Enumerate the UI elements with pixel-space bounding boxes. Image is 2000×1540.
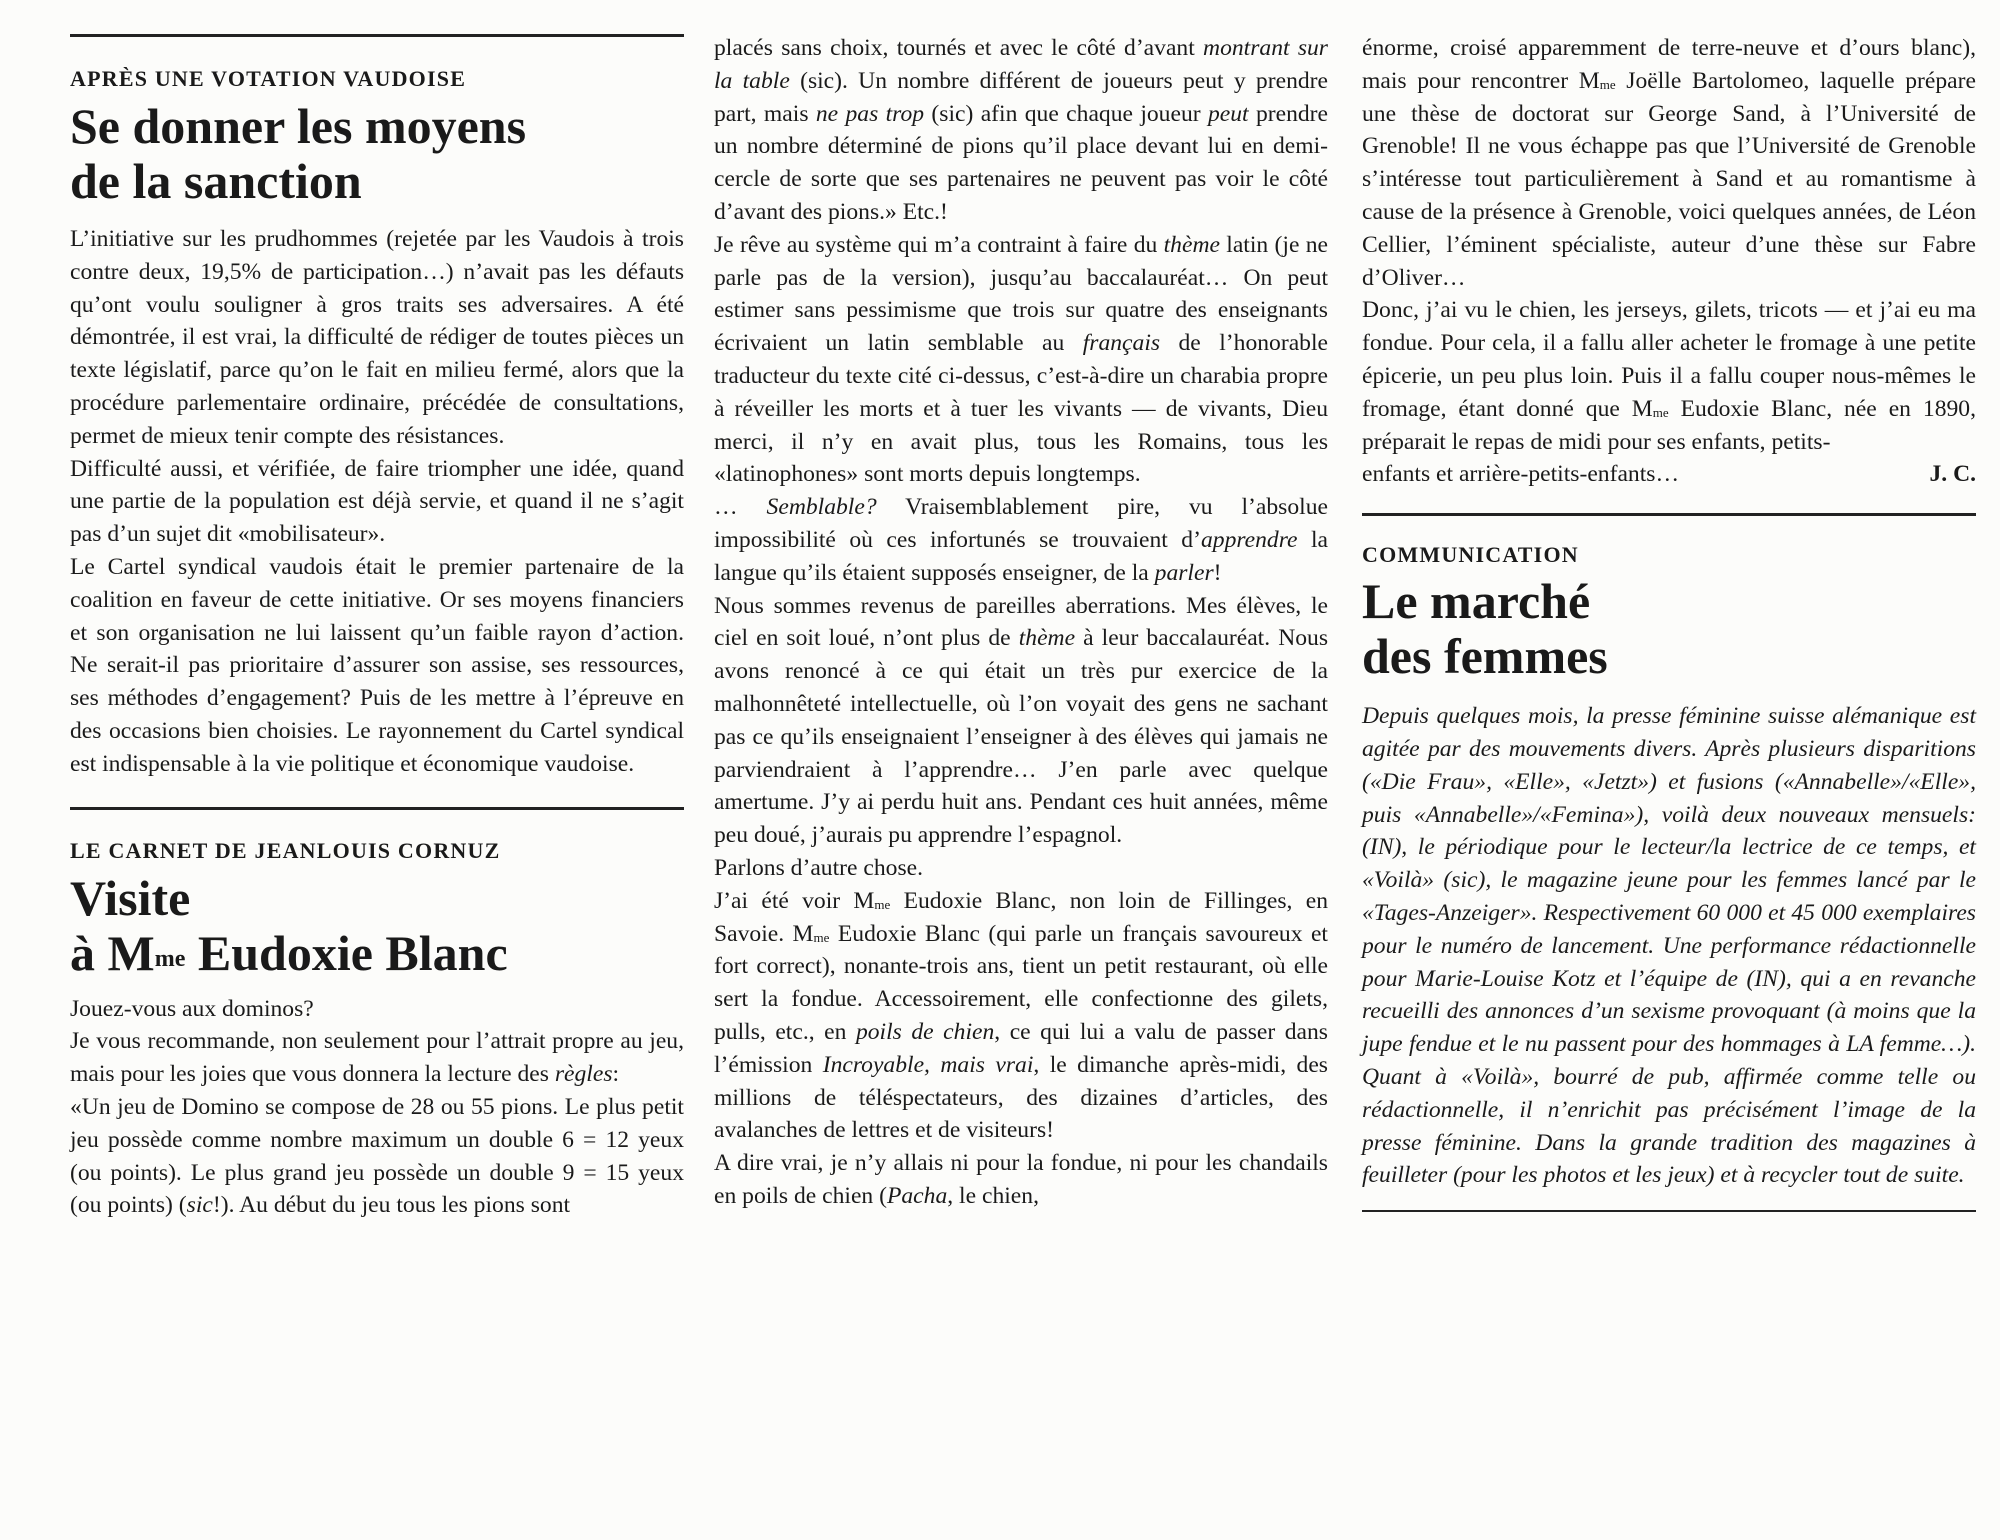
article3-paragraph: Depuis quelques mois, la presse féminine suisse alémanique est agitée par des mouvements divers. Après plusieurs disparitions («Die Frau», «Elle», «Jetzt») et fusions («Annabelle»/«Elle», puis «Annabelle»/«Femina»), voilà deux nouveaux mensuels: (IN), le périodique pour le lecteur/la lectrice de ce temps, et «Voilà» (sic), le magazine jeune pour les femmes lancé par le «Tages-Anzeiger». Respectivement 60 000 et 45 000 exemplaires pour le numéro de lancement. Une performance rédactionnelle pour Marie-Louise Kotz et l’équipe de (IN), qui a en revanche recueilli des annonces d’un sexisme provoquant (à moins que la jupe fendue et le nu passent pour des hommages à LA femme…). Quant à «Voilà», bourré de pub, affirmée comme telle ou rédactionnelle, il n’enrichit pas précisément l’image de la presse féminine. Dans la grande tradition des magazines à feuilleter (pour les photos et les jeux) et à recycler tout de suite. — [1362, 703, 1976, 1189]
column-3 — [1362, 32, 1976, 1212]
article2-paragraph: Je rêve au système qui m’a contraint à faire du thème latin (je ne parle pas de la version), jusqu’au baccalauréat… On peut estimer sans pessimisme que trois sur quatre des enseignants écrivaient un latin semblable au français de l’honorable traducteur du texte cité ci-dessus, c’est-à-dire un charabia propre à réveiller les morts et à tuer les vivants — de vivants, Dieu merci, il n’y en avait plus, tous les Romains, tous les «latinophones» sont morts depuis longtemps. — [714, 231, 1328, 488]
article1-kicker: APRÈS UNE VOTATION VAUDOISE — [70, 66, 467, 91]
article2-paragraph: Donc, j’ai vu le chien, les jerseys, gilets, tricots — et j’ai eu ma fondue. Pour cela, il a fallu aller acheter le fromage à une petite épicerie, un peu plus loin. Puis il a fallu couper nous-mêmes le fromage, étant donné que $M^{me}$ Eudoxie Blanc, née en 1890, préparait le repas de midi pour ses enfants, petits- — [1362, 297, 1976, 455]
section-rule — [1362, 513, 1976, 516]
article2-body-col1 — [70, 993, 684, 1223]
column-2 — [714, 32, 1328, 1213]
article2-kicker: LE CARNET DE JEANLOUIS CORNUZ — [70, 837, 501, 863]
article1-title-line2: de la sanction — [70, 153, 362, 209]
article3-kicker: COMMUNICATION — [1362, 542, 1579, 568]
article2-paragraph: Parlons d’autre chose. — [714, 854, 924, 881]
article1-paragraph: Difficulté aussi, et vérifiée, de faire triompher une idée, quand une partie de la population est déjà servie, et quand il ne s’agit pas d’un sujet dit «mobilisateur». — [70, 455, 684, 548]
article2-paragraph: Je vous recommande, non seulement pour l’attrait propre au jeu, mais pour les joies que vous donnera la lecture des règles: — [70, 1028, 684, 1088]
article1-body — [70, 223, 684, 781]
article3-body — [1362, 700, 1976, 1192]
article1-paragraph: Le Cartel syndical vaudois était le premier partenaire de la coalition en faveur de cette initiative. Or ses moyens financiers et son organisation ne lui laissent qu’un faible rayon d’action. Ne serait-il pas prioritaire d’assurer son assise, ses ressources, ses méthodes d’engagement? Puis de les mettre à l’épreuve en des occasions bien choisies. Le rayonnement du Cartel syndical est indispensable à la vie politique et économique vaudoise. — [70, 553, 684, 777]
bottom-rule — [1362, 1210, 1976, 1212]
article2-signature: J. C. — [1929, 461, 1976, 488]
article2-body-col3 — [1362, 32, 1976, 491]
article2-closing-text: enfants et arrière-petits-enfants… — [1362, 461, 1680, 488]
article3-title-line1: Le marché — [1362, 573, 1591, 630]
article2-title-line1: Visite — [70, 869, 191, 926]
article2-paragraph: «Un jeu de Domino se compose de 28 ou 55 pions. Le plus petit jeu possède comme nombre maximum un double 6 = 12 yeux (ou points). Le plus grand jeu possède un double 9 = 15 yeux (ou points) (sic!). Au début du jeu tous les pions sont — [70, 1093, 684, 1219]
article2-title-line2: à $M^{me}$ Eudoxie Blanc — [70, 924, 508, 981]
article1-title-line1: Se donner les moyens — [70, 98, 527, 154]
top-rule — [70, 34, 684, 37]
article2-paragraph: J’ai été voir $M^{me}$ Eudoxie Blanc, non loin de Fillinges, en Savoie. $M^{me}$ Eudoxie Blanc (qui parle un français savoureux et fort correct), nonante-trois ans, tient un petit restaurant, où elle sert la fondue. Accessoirement, elle confectionne des gilets, pulls, etc., en poils de chien, ce qui lui a valu de passer dans l’émission Incroyable, mais vrai, le dimanche après-midi, des millions de téléspectateurs, des dizaines d’articles, des avalanches de lettres et de visiteurs! — [714, 887, 1329, 1144]
article2-paragraph: A dire vrai, je n’y allais ni pour la fondue, ni pour les chandails en poils de chien (Pacha, le chien, — [714, 1150, 1328, 1209]
article2-closing-line — [1362, 458, 1976, 491]
column-1 — [70, 30, 684, 1222]
article2-paragraph: Nous sommes revenus de pareilles aberrations. Mes élèves, le ciel en soit loué, n’ont plus de thème à leur baccalauréat. Nous avons renoncé à ce qui était un très pur exercice de la malhonnêteté intellectuelle, où l’on voyait des gens ne sachant pas ce qu’ils enseignaient l’enseigner à des élèves qui jamais ne parviendraient à l’apprendre… J’en parle avec quelque amertume. J’y ai perdu huit ans. Pendant ces huit années, même peu doué, j’aurais pu apprendre l’espagnol. — [714, 592, 1329, 849]
section-rule — [70, 807, 684, 810]
article2-paragraph: … Semblable? Vraisemblablement pire, vu l’absolue impossibilité où ces infortunés se trouvaient d’apprendre la langue qu’ils étaient supposés enseigner, de la parler! — [714, 494, 1328, 586]
article2-headline — [70, 871, 684, 981]
article1-headline — [70, 99, 684, 209]
article3-headline — [1362, 574, 1976, 684]
article2-paragraph: placés sans choix, tournés et avec le côté d’avant montrant sur la table (sic). Un nombre différent de joueurs peut y prendre part, mais ne pas trop (sic) afin que chaque joueur peut prendre un nombre déterminé de pions qu’il place devant lui en demi-cercle de sorte que ses partenaires ne peuvent pas voir le côté d’avant des pions.» Etc.! — [714, 35, 1328, 225]
article3-title-line2: des femmes — [1362, 628, 1608, 685]
article1-paragraph: L’initiative sur les prudhommes (rejetée par les Vaudois à trois contre deux, 19,5% de participation…) n’avait pas les défauts qu’ont voulu souligner à gros traits ses adversaires. A été démontrée, il est vrai, la difficulté de rédiger de toutes pièces un texte législatif, parce qu’on le fait en milieu fermé, alors que la procédure parlementaire ordinaire, précédée de consultations, permet de mieux tenir compte des résistances. — [70, 226, 684, 449]
article2-body-col2 — [714, 32, 1328, 1213]
article2-paragraph: Jouez-vous aux dominos? — [70, 995, 314, 1022]
article2-paragraph: énorme, croisé apparemment de terre-neuve et d’ours blanc), mais pour rencontrer $M^{me}$ Joëlle Bartolomeo, laquelle prépare une thèse de doctorat sur George Sand, à l’Université de Grenoble! Il ne vous échappe pas que l’Université de Grenoble s’intéresse tout particulièrement à Sand et au romantisme à cause de la présence à Grenoble, voici quelques années, de Léon Cellier, l’éminent spécialiste, auteur d’une thèse sur Fabre d’Oliver… — [1362, 35, 1976, 291]
